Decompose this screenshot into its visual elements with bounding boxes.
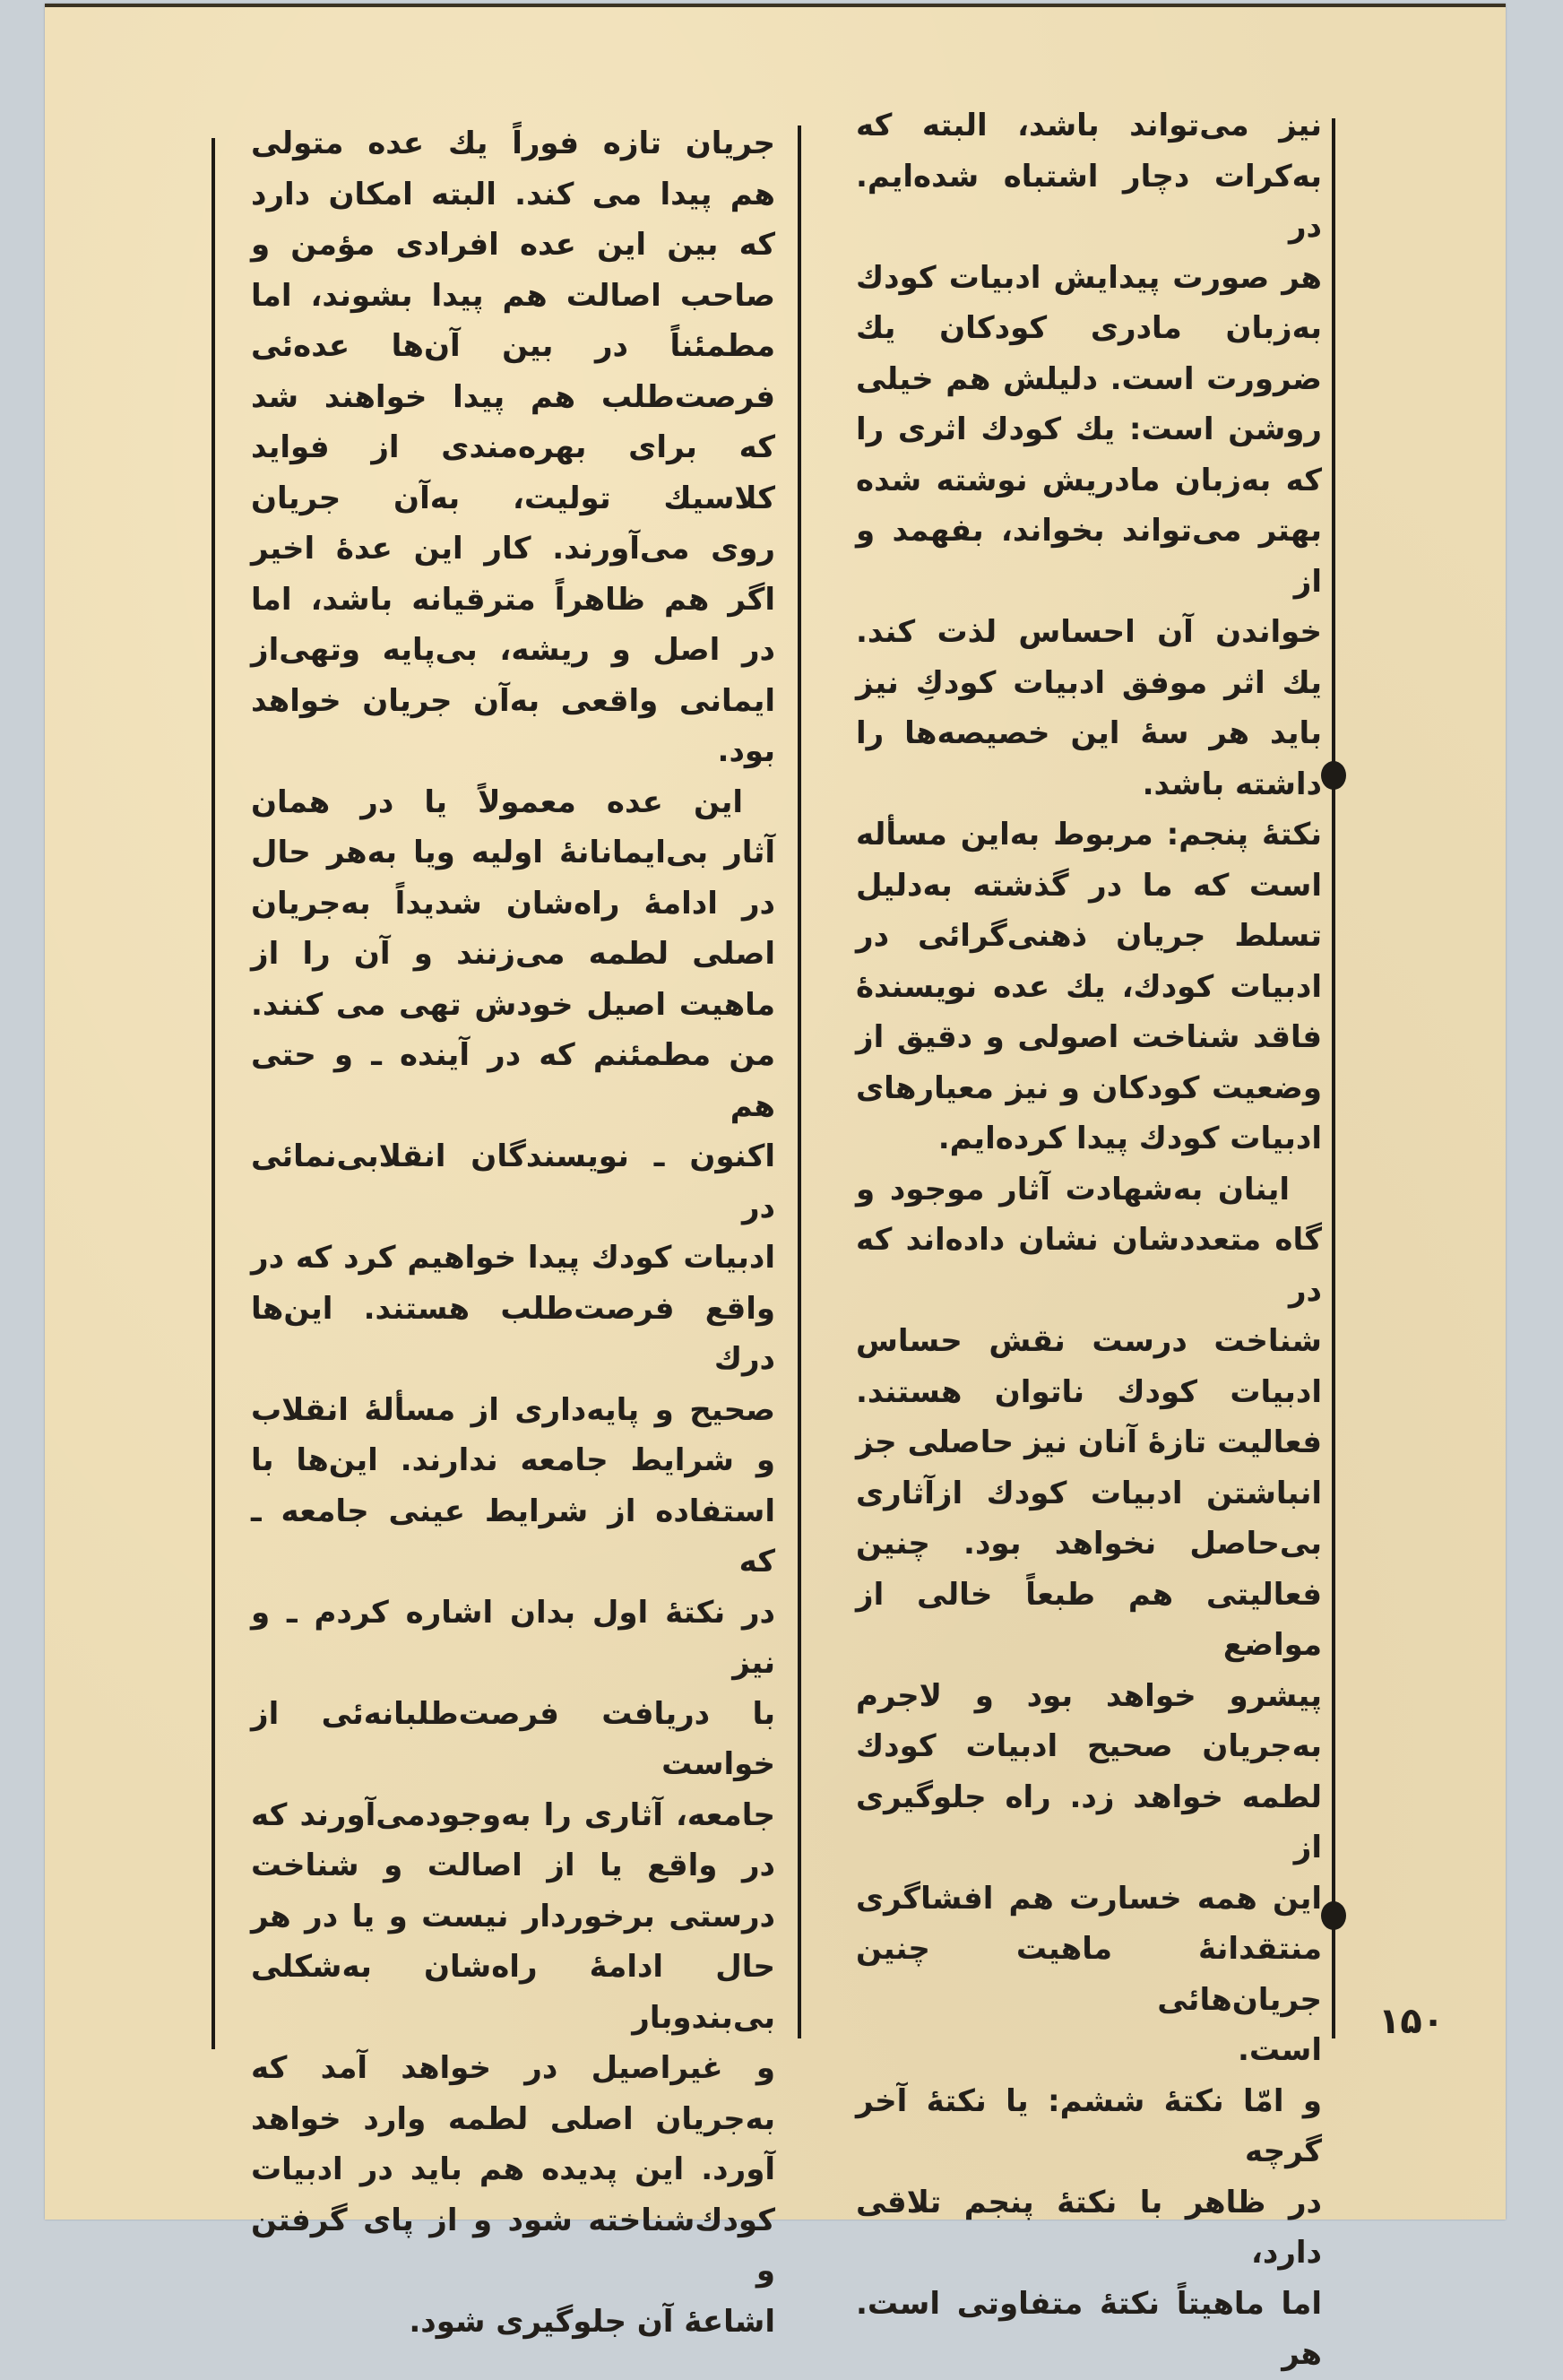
text-line: نکتهٔ پنجم: مربوط به‌این مسأله: [856, 817, 1322, 852]
text-line: است که ما در گذشته به‌دلیل: [856, 867, 1322, 904]
text-line: پیشرو خواهد بود و لاجرم: [856, 1677, 1322, 1714]
text-line: صاحب اصالت هم پیدا بشوند، اما: [251, 277, 775, 314]
text-line: ادبیات کودك، یك عده نویسندهٔ: [856, 968, 1322, 1005]
text-line: فرصت‌طلب هم پیدا خواهند شد: [251, 378, 775, 415]
text-line: هم پیدا می کند. البته امکان دارد: [251, 176, 775, 212]
text-line: در اصل و ریشه، بی‌پایه وتهی‌از: [251, 632, 775, 668]
text-line: تسلط جریان ذهنی‌گرائی در: [856, 918, 1322, 954]
paragraph: [856, 809, 1322, 1164]
text-line: استفاده از شرایط عینی جامعه ـ که: [251, 1493, 775, 1579]
text-line: روشن است: یك کودك اثری را: [856, 411, 1322, 447]
text-line: اکنون ـ نویسندگان انقلابی‌نمائی در: [251, 1138, 775, 1225]
text-line: خواندن آن احساس لذت کند.: [856, 614, 1322, 650]
paragraph: [856, 1164, 1322, 2076]
text-line: بی‌حاصل نخواهد بود. چنین: [856, 1526, 1322, 1562]
text-line: مطمئناً در بین آن‌ها عده‌ئی: [251, 328, 775, 364]
paragraph: [856, 2076, 1322, 2380]
text-line: و غیراصیل در خواهد آمد که: [251, 2050, 775, 2086]
text-line: در نکتهٔ اول بدان اشاره کردم ـ و نیز: [251, 1594, 775, 1681]
text-line: گاه متعددشان نشان داده‌اند که در: [856, 1222, 1322, 1309]
page-number: ۱۵۰: [1378, 2001, 1445, 2042]
text-line: به‌جریان اصلی لطمه وارد خواهد: [251, 2100, 775, 2137]
text-line: که برای بهره‌مندی از فواید: [251, 429, 775, 465]
text-line: که به‌زبان مادریش نوشته شده: [856, 462, 1322, 498]
text-line: به‌جریان صحیح ادبیات کودك: [856, 1728, 1322, 1764]
text-line: اصلی لطمه می‌زنند و آن را از: [251, 936, 775, 972]
text-line: صحیح و پایه‌داری از مسألهٔ انقلاب: [251, 1391, 775, 1428]
text-line: ادبیات کودك پیدا خواهیم کرد که در: [251, 1240, 775, 1276]
text-line: باید هر سهٔ این خصیصه‌ها را: [856, 715, 1322, 751]
text-line: لطمه خواهد زد. راه جلوگیری از: [856, 1779, 1322, 1865]
bullet-point-fifth-icon: [1321, 761, 1346, 790]
text-line: آورد. این پدیده هم باید در ادبیات: [251, 2151, 775, 2187]
text-column-right: [856, 100, 1322, 2380]
text-line: و شرایط جامعه ندارند. این‌ها با: [251, 1442, 775, 1478]
column-rule-left: [212, 138, 215, 2049]
text-line: حال ادامهٔ راه‌شان به‌شکلی بی‌بندوبار: [251, 1949, 775, 2036]
text-line: روی می‌آورند. کار این عدهٔ اخیر: [251, 531, 775, 567]
paragraph: [251, 118, 775, 777]
column-rule-middle: [798, 125, 801, 2038]
text-line: در واقع یا از اصالت و شناخت: [251, 1848, 775, 1883]
text-line: این عده معمولاً یا در همان: [251, 783, 743, 820]
text-line: این همه خسارت هم افشاگری: [856, 1880, 1322, 1917]
text-line: کودك‌شناخته شود و از پای گرفتن و: [251, 2202, 775, 2289]
text-line: اشاعهٔ آن جلوگیری شود.: [409, 2303, 775, 2340]
text-line: یك اثر موفق ادبیات کودكِ نیز: [856, 664, 1322, 701]
text-line: ضرورت است. دلیلش هم خیلی: [856, 360, 1322, 397]
text-line: اینان به‌شهادت آثار موجود و: [856, 1171, 1290, 1207]
column-rule-right: [1332, 118, 1335, 2038]
text-line: واقع فرصت‌طلب هستند. این‌ها درك: [251, 1290, 775, 1377]
text-line: ایمانی واقعی به‌آن جریان خواهد: [251, 682, 775, 719]
text-line: انباشتن ادبیات کودك ازآثاری: [856, 1475, 1322, 1511]
text-line: جریان تازه فوراً یك عده متولی: [251, 125, 775, 161]
text-line: جامعه، آثاری را به‌وجودمی‌آورند که: [251, 1796, 775, 1833]
text-line: ادبیات کودك ناتوان هستند.: [856, 1373, 1322, 1410]
text-line: ماهیت اصیل خودش تهی می کنند.: [251, 986, 775, 1023]
paragraph: [856, 100, 1322, 809]
text-column-left: [251, 118, 775, 2347]
text-line: کلاسیك تولیت، به‌آن جریان: [251, 480, 775, 516]
text-line: با دریافت فرصت‌طلبانه‌ئی از خواست: [251, 1695, 775, 1782]
text-line: اما ماهیتاً نکتهٔ متفاوتی است. هر: [856, 2285, 1322, 2372]
text-line: بود.: [717, 733, 775, 769]
text-line: من مطمئنم که در آینده ـ و حتی هم: [251, 1037, 775, 1124]
text-line: است.: [1238, 2032, 1322, 2068]
book-page: [45, 4, 1506, 2372]
text-line: نیز می‌تواند باشد، البته که: [856, 108, 1322, 143]
text-line: هر صورت پیدایش ادبیات کودك: [856, 259, 1322, 296]
text-line: منتقدانهٔ ماهیت چنین جریان‌هائی: [856, 1931, 1322, 2018]
text-line: که بین این عده افرادی مؤمن و: [251, 227, 775, 263]
text-line: در ظاهر با نکتهٔ پنجم تلاقی دارد،: [856, 2184, 1322, 2271]
text-line: در ادامهٔ راه‌شان شدیداً به‌جریان: [251, 885, 775, 922]
bullet-point-sixth-icon: [1321, 1901, 1346, 1930]
paragraph: [251, 777, 775, 2348]
text-line: آثار بی‌ایمانانهٔ اولیه ویا به‌هر حال: [251, 835, 775, 870]
text-line: ادبیات کودك پیدا کرده‌ایم.: [937, 1121, 1322, 1156]
text-line: فاقد شناخت اصولی و دقیق از: [856, 1019, 1322, 1055]
text-line: شناخت درست نقش حساس: [856, 1323, 1322, 1359]
text-line: به‌کرات دچار اشتباه شده‌ایم. در: [856, 158, 1322, 245]
text-line: داشته باشد.: [1142, 766, 1322, 802]
text-line: اگر هم ظاهراً مترقیانه باشد، اما: [251, 581, 775, 618]
text-line: فعالیت تازهٔ آنان نیز حاصلی جز: [856, 1424, 1322, 1460]
page-top-edge: [45, 4, 1506, 7]
text-line: بهتر می‌تواند بخواند، بفهمد و از: [856, 513, 1322, 600]
text-line: به‌زبان مادری کودکان یك: [856, 310, 1322, 346]
text-line: فعالیتی هم طبعاً خالی از مواضع: [856, 1576, 1322, 1663]
text-line: وضعیت کودکان و نیز معیارهای: [856, 1069, 1322, 1106]
text-line: درستی برخوردار نیست و یا در هر: [251, 1898, 775, 1934]
text-line: و امّا نکتهٔ ششم: یا نکتهٔ آخر گرچه: [856, 2082, 1322, 2169]
